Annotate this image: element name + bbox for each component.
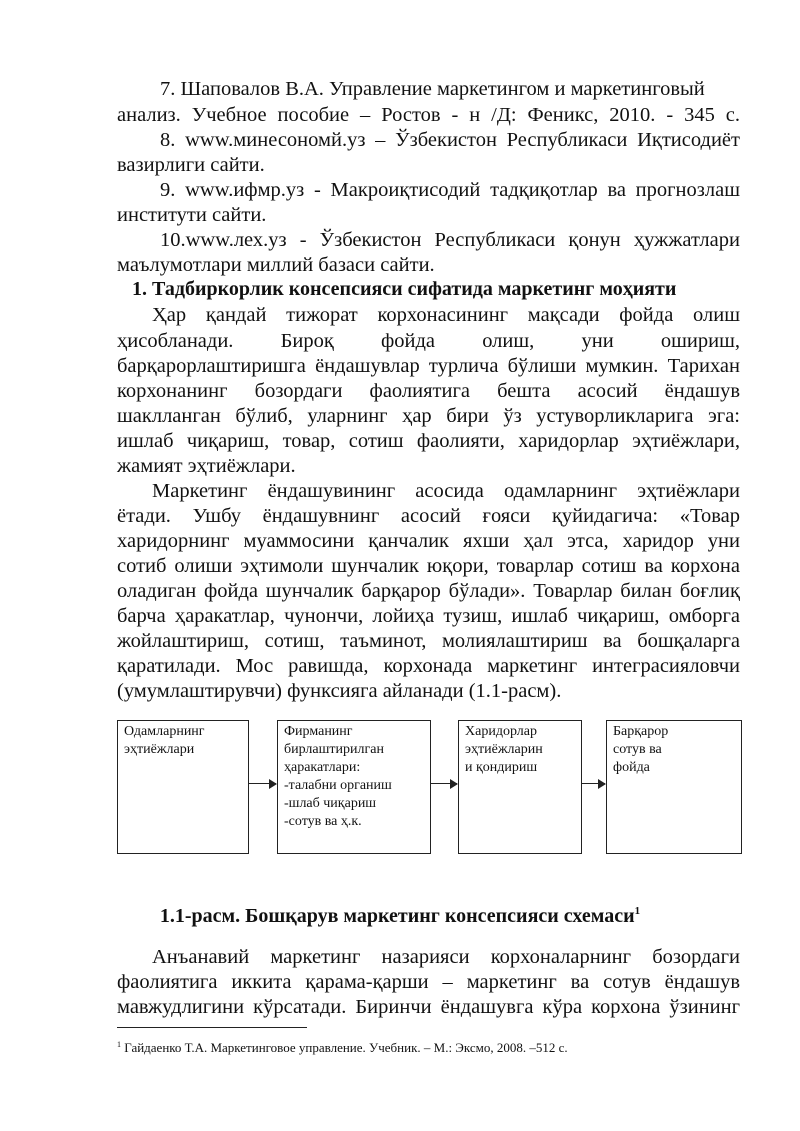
footnote-text: Гайдаенко Т.А. Маркетинговое управление. Учебник. – М.: Эксмо, 2008. –512 с. — [121, 1040, 568, 1055]
para3-line: фаолиятига иккита қарама-қарши – маркетинг ва сотув ёндашув — [117, 971, 740, 993]
diagram-box-needs: Одамларнинг эҳтиёжлари — [117, 720, 249, 854]
ref-9-line-2: институти сайти. — [117, 204, 267, 226]
para1-line: ишлаб чиқариш, товар, сотиш фаолияти, харидорлар эҳтиёжлари, — [117, 430, 740, 452]
para2-line: Маркетинг ёндашувининг асосида одамларнинг эҳтиёжлари — [152, 480, 740, 502]
diagram-box-customer-satisfaction: Харидорлар эҳтиёжларин и қондириш — [458, 720, 582, 854]
para1-line: барқарорлаштиришга ёндашувлар турлича бўлиши мумкин. Тарихан — [117, 355, 740, 377]
para2-line: қаратилади. Мос равишда, корхонада маркетинг интеграсияловчи — [117, 655, 740, 677]
diagram-box-sales-profit: Барқарор сотув ва фойда — [606, 720, 742, 854]
footnote-mark: 1 — [117, 1040, 121, 1049]
para1-line: жамият эҳтиёжлари. — [117, 455, 296, 477]
footnote-ref-mark: 1 — [634, 905, 641, 917]
para1-line: корхонанинг бозордаги фаолиятига бешта асосий ёндашув — [117, 380, 740, 402]
para2-line: (умумлаштирувчи) функсияга айланади (1.1-расм). — [117, 680, 562, 702]
para2-line: сотиб олиши эҳтимоли шунчалик юқори, товарлар сотиш ва корхона — [117, 555, 740, 577]
para2-line: харидорнинг муаммосини қанчалик яхши ҳал этса, харидор уни — [117, 530, 740, 552]
para1-line: ҳисобланади. Бироқ фойда олиш, уни ошириш, — [117, 330, 740, 352]
ref-9-line-1: 9. www.ифмр.уз - Макроиқтисодий тадқиқотлар ва прогнозлаш — [160, 179, 740, 201]
arrow-right-icon — [582, 783, 605, 784]
para2-line: барча ҳаракатлар, чунончи, лойиҳа тузиш, ишлаб чиқариш, омборга — [117, 605, 740, 627]
figure-caption — [0, 898, 800, 929]
footnote-divider — [117, 1027, 307, 1028]
para3-line: мавжудлигини кўрсатади. Биринчи ёндашувга кўра корхона ўзининг — [117, 996, 740, 1018]
para2-line: ётади. Ушбу ёндашувнинг асосий ғояси қуйидагича: «Товар — [117, 505, 740, 527]
arrow-right-icon — [249, 783, 276, 784]
section-heading: 1. Тадбиркорлик консепсияси сифатида маркетинг моҳияти — [132, 278, 677, 300]
ref-8-line-1: 8. www.минесономй.уз – Ўзбекистон Республикаси Иқтисодиёт — [160, 129, 740, 151]
footnote — [117, 1037, 568, 1056]
ref-8-line-2: вазирлиги сайти. — [117, 154, 265, 176]
ref-7-line-1: 7. Шаповалов В.А. Управление маркетингом и маркетинговый — [160, 78, 705, 100]
para1-line: Ҳар қандай тижорат корхонасининг мақсади фойда олиш — [152, 304, 740, 326]
ref-10-line-1: 10.www.лех.уз - Ўзбекистон Республикаси қонун ҳужжатлари — [160, 229, 740, 251]
ref-7-line-2: анализ. Учебное пособие – Ростов - н /Д: Феникс, 2010. - 345 с. — [117, 104, 740, 126]
para2-line: жойлаштириш, сотиш, таъминот, молиялаштириш ва бошқаларга — [117, 630, 740, 652]
figure-caption-text: 1.1-расм. Бошқарув маркетинг консепсияси схемаси — [159, 905, 635, 927]
diagram-box-firm-actions: Фирманинг бирлаштирилган ҳаракатлари: -талабни органиш -шлаб чиқариш -сотув ва ҳ.к. — [277, 720, 431, 854]
para2-line: оладиган фойда шунчалик барқарор бўлади». Товарлар билан боғлиқ — [117, 580, 740, 602]
arrow-right-icon — [431, 783, 457, 784]
ref-10-line-2: маълумотлари миллий базаси сайти. — [117, 254, 435, 276]
para3-line: Анъанавий маркетинг назарияси корхоналарнинг бозордаги — [152, 946, 740, 968]
para1-line: шаклланган бўлиб, уларнинг ҳар бири ўз устуворликларига эга: — [117, 405, 740, 427]
